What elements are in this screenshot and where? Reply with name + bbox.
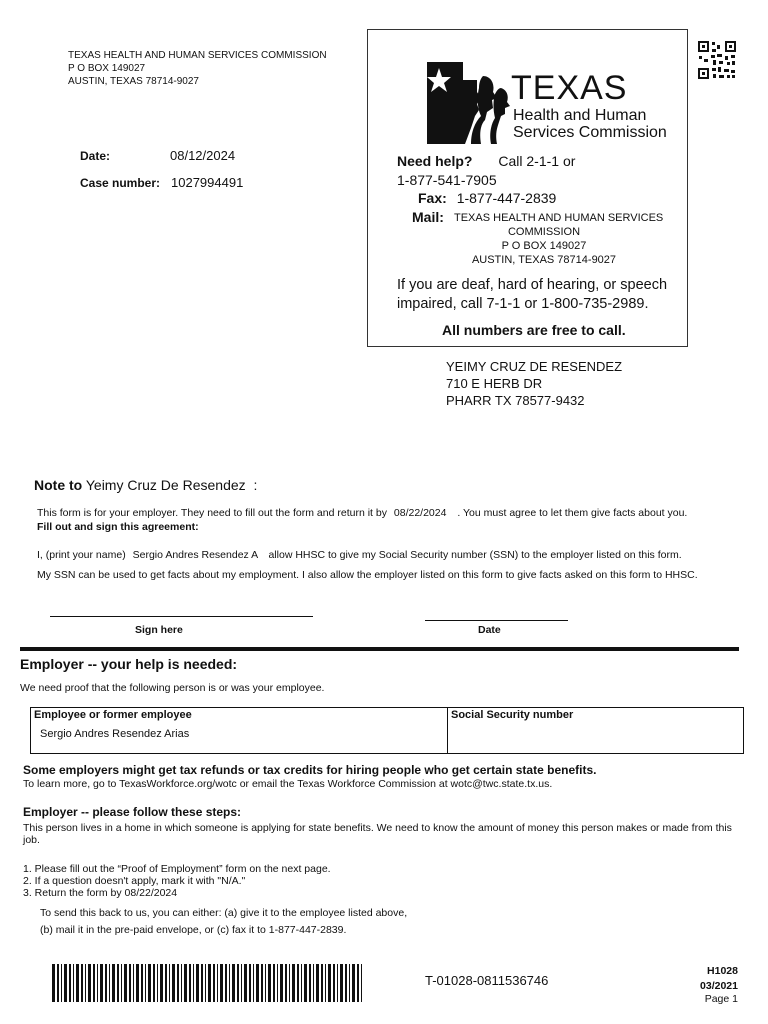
signature-line[interactable] xyxy=(50,616,313,617)
barcode-icon xyxy=(52,964,364,1002)
print-name-label: I, (print your name) xyxy=(37,549,126,561)
page-number: Page 1 xyxy=(704,993,738,1005)
send-line2: (b) mail it in the pre-paid envelope, or (c) fax it to 1-877-447-2839. xyxy=(40,924,347,936)
intro-b: . You must agree to let them give facts about you. xyxy=(457,507,688,519)
send-line1: To send this back to us, you can either: (a) give it to the employee listed above, xyxy=(40,907,408,919)
list-item: 2. If a question doesn't apply, mark it with "N/A." xyxy=(23,875,246,887)
print-name-row xyxy=(37,549,682,561)
date-label: Date: xyxy=(80,149,111,163)
sender-line3: AUSTIN, TEXAS 78714-9027 xyxy=(68,76,199,87)
intro-text xyxy=(37,507,687,519)
allow-text: allow HHSC to give my Social Security number (SSN) to the employer listed on this form. xyxy=(268,549,682,561)
fax-label: Fax: xyxy=(418,190,447,206)
sender-line1: TEXAS HEALTH AND HUMAN SERVICES COMMISSION xyxy=(68,50,327,61)
proof-text: We need proof that the following person is or was your employee. xyxy=(20,682,325,694)
help-phone: 1-877-541-7905 xyxy=(397,172,497,188)
table-row xyxy=(31,708,744,754)
note-to-name: Yeimy Cruz De Resendez xyxy=(85,477,246,493)
logo-line3: Services Commission xyxy=(513,124,667,141)
tax-text: To learn more, go to TexasWorkforce.org/wotc or email the Texas Workforce Commission at wotc@twc.state.tx.us. xyxy=(23,778,553,790)
deaf-line2: impaired, call 7-1-1 or 1-800-735-2989. xyxy=(397,296,649,312)
employer-heading: Employer -- your help is needed: xyxy=(20,656,238,672)
steps-list xyxy=(23,863,331,899)
list-item: 1. Please fill out the “Proof of Employment” form on the next page. xyxy=(23,863,331,875)
recipient-address xyxy=(446,358,622,409)
sign-here-label: Sign here xyxy=(135,624,183,636)
ssn-consent-text: My SSN can be used to get facts about my employment. I also allow the employer listed on this form to give facts asked on this form to HHSC. xyxy=(37,569,698,581)
note-colon: : xyxy=(253,477,258,493)
logo-texas: TEXAS xyxy=(511,69,628,107)
tracking-number: T-01028-0811536746 xyxy=(425,973,549,988)
list-item: 3. Return the form by 08/22/2024 xyxy=(23,887,178,899)
ssn-cell[interactable] xyxy=(448,708,744,754)
recipient-city: PHARR TX 78577-9432 xyxy=(446,393,585,408)
form-number: H1028 xyxy=(707,965,738,977)
date-row xyxy=(80,149,110,163)
sender-line2: P O BOX 149027 xyxy=(68,63,146,74)
form-revision: 03/2021 xyxy=(700,980,738,992)
mail-line3: P O BOX 149027 xyxy=(501,240,587,252)
fax-row xyxy=(418,190,556,206)
need-help-row xyxy=(397,153,575,169)
employee-cell xyxy=(31,708,448,754)
deaf-text xyxy=(397,276,667,314)
fax-number: 1-877-447-2839 xyxy=(456,190,557,206)
section-divider xyxy=(20,647,739,651)
print-name-value[interactable]: Sergio Andres Resendez A xyxy=(132,549,258,561)
need-help-label: Need help? xyxy=(397,153,473,169)
ssn-header: Social Security number xyxy=(451,709,574,721)
intro-a: This form is for your employer. They need to fill out the form and return it by xyxy=(37,507,387,519)
sender-address xyxy=(68,49,327,88)
tax-heading: Some employers might get tax refunds or tax credits for hiring people who get certain state benefits. xyxy=(23,763,597,777)
mail-line1: TEXAS HEALTH AND HUMAN SERVICES xyxy=(454,212,664,224)
mail-address xyxy=(454,211,674,267)
deaf-line1: If you are deaf, hard of hearing, or speech xyxy=(397,277,668,293)
employee-header: Employee or former employee xyxy=(34,709,192,721)
qr-code-icon xyxy=(697,40,737,80)
note-to-heading xyxy=(34,477,257,493)
note-to-label: Note to xyxy=(34,477,83,493)
mail-line4: AUSTIN, TEXAS 78714-9027 xyxy=(471,254,617,266)
recipient-street: 710 E HERB DR xyxy=(446,376,543,391)
case-value: 1027994491 xyxy=(171,175,244,190)
date-value: 08/12/2024 xyxy=(170,148,236,163)
steps-text: This person lives in a home in which someone is applying for state benefits. We need to know the amount of money this person makes or made from this job. xyxy=(23,822,732,846)
recipient-name: YEIMY CRUZ DE RESENDEZ xyxy=(446,359,623,374)
steps-heading: Employer -- please follow these steps: xyxy=(23,805,242,819)
call-text: Call 2-1-1 or xyxy=(498,153,576,169)
fill-agreement: Fill out and sign this agreement: xyxy=(37,521,199,533)
employee-table xyxy=(30,707,744,754)
free-call-text: All numbers are free to call. xyxy=(442,322,626,338)
employee-name: Sergio Andres Resendez Arias xyxy=(40,728,190,740)
mail-label: Mail: xyxy=(412,209,444,225)
due-date: 08/22/2024 xyxy=(393,507,447,519)
date-line[interactable] xyxy=(425,620,568,621)
logo-line2: Health and Human xyxy=(513,107,647,124)
texas-logo-icon xyxy=(425,58,510,146)
mail-line2: COMMISSION xyxy=(507,226,581,238)
date-label-bottom: Date xyxy=(478,624,501,636)
case-label: Case number: xyxy=(80,176,161,190)
